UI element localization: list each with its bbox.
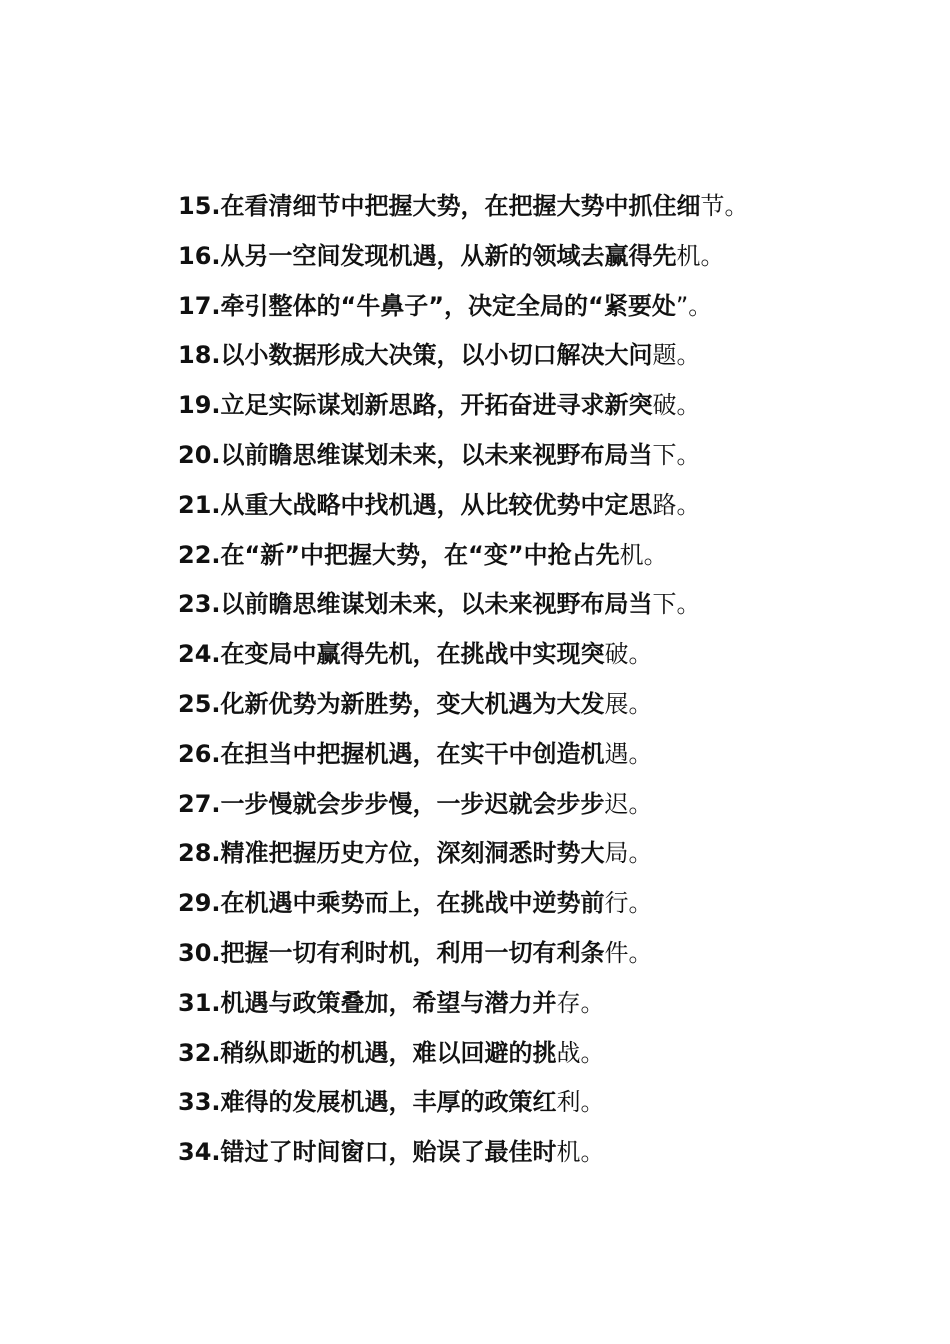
- list-item: [178, 331, 749, 381]
- list-item: [178, 929, 749, 979]
- list-item-bold-text: 28.精准把握历史方位，深刻洞悉时势大: [178, 839, 605, 868]
- list-item-bold-text: 30.把握一切有利时机，利用一切有利条: [178, 938, 605, 967]
- list-item: [178, 531, 749, 581]
- list-item-bold-text: 24.在变局中赢得先机，在挑战中实现突: [178, 640, 605, 669]
- list-item: [178, 1029, 749, 1079]
- list-item-bold-text: 19.立足实际谋划新思路，开拓奋进寻求新突: [178, 391, 653, 420]
- list-item-ending: 遇。: [604, 739, 653, 768]
- list-item-bold-text: 23.以前瞻思维谋划未来，以未来视野布局当: [178, 590, 653, 619]
- list-item: [178, 481, 749, 531]
- list-item-ending: ”。: [675, 291, 713, 320]
- list-item: [178, 1128, 749, 1178]
- list-item-bold-text: 21.从重大战略中找机遇，从比较优势中定思: [178, 490, 653, 519]
- list-item-ending: 机。: [556, 1138, 605, 1167]
- list-item-bold-text: 16.从另一空间发现机遇，从新的领域去赢得先: [178, 241, 677, 270]
- list-item-ending: 破。: [604, 640, 653, 669]
- list-item-ending: 展。: [604, 689, 653, 718]
- list-item-ending: 利。: [556, 1088, 605, 1117]
- list-item-bold-text: 25.化新优势为新胜势，变大机遇为大发: [178, 689, 605, 718]
- list-item: [178, 829, 749, 879]
- list-item-bold-text: 18.以小数据形成大决策，以小切口解决大问: [178, 341, 653, 370]
- list-item-bold-text: 20.以前瞻思维谋划未来，以未来视野布局当: [178, 440, 653, 469]
- list-item-ending: 下。: [652, 440, 701, 469]
- list-item-bold-text: 22.在“新”中把握大势，在“变”中抢占先: [178, 540, 620, 569]
- list-item-bold-text: 34.错过了时间窗口，贻误了最佳时: [178, 1138, 557, 1167]
- list-item-bold-text: 26.在担当中把握机遇，在实干中创造机: [178, 739, 605, 768]
- list-item: [178, 232, 749, 282]
- list-item-bold-text: 15.在看清细节中把握大势，在把握大势中抓住细: [178, 192, 701, 220]
- list-item-ending: 行。: [604, 889, 653, 918]
- list-item-ending: 机。: [619, 540, 668, 569]
- list-item-bold-text: 29.在机遇中乘势而上，在挑战中逆势前: [178, 889, 605, 918]
- list-item-bold-text: 31.机遇与政策叠加，希望与潜力并: [178, 988, 557, 1017]
- list-item: [178, 182, 749, 232]
- list-item-ending: 路。: [652, 490, 701, 519]
- list-item: [178, 630, 749, 680]
- list-item: [178, 730, 749, 780]
- list-item-bold-text: 27.一步慢就会步步慢，一步迟就会步步: [178, 789, 605, 818]
- list-item: [178, 431, 749, 481]
- list-item: [178, 780, 749, 830]
- list-item-ending: 节。: [700, 192, 749, 220]
- list-item-ending: 迟。: [604, 789, 653, 818]
- list-item: [178, 381, 749, 431]
- phrase-list: [178, 182, 749, 1178]
- list-item: [178, 282, 749, 332]
- list-item-bold-text: 33.难得的发展机遇，丰厚的政策红: [178, 1088, 557, 1117]
- list-item-ending: 机。: [676, 241, 725, 270]
- list-item-ending: 破。: [652, 391, 701, 420]
- list-item-ending: 战。: [556, 1038, 605, 1067]
- list-item: [178, 580, 749, 630]
- list-item-bold-text: 17.牵引整体的“牛鼻子”，决定全局的“紧要处: [178, 291, 676, 320]
- list-item-bold-text: 32.稍纵即逝的机遇，难以回避的挑: [178, 1038, 557, 1067]
- list-item-ending: 存。: [556, 988, 605, 1017]
- list-item: [178, 680, 749, 730]
- list-item: [178, 979, 749, 1029]
- list-item: [178, 1078, 749, 1128]
- list-item: [178, 879, 749, 929]
- list-item-ending: 下。: [652, 590, 701, 619]
- list-item-ending: 局。: [604, 839, 653, 868]
- list-item-ending: 件。: [604, 938, 653, 967]
- list-item-ending: 题。: [652, 341, 701, 370]
